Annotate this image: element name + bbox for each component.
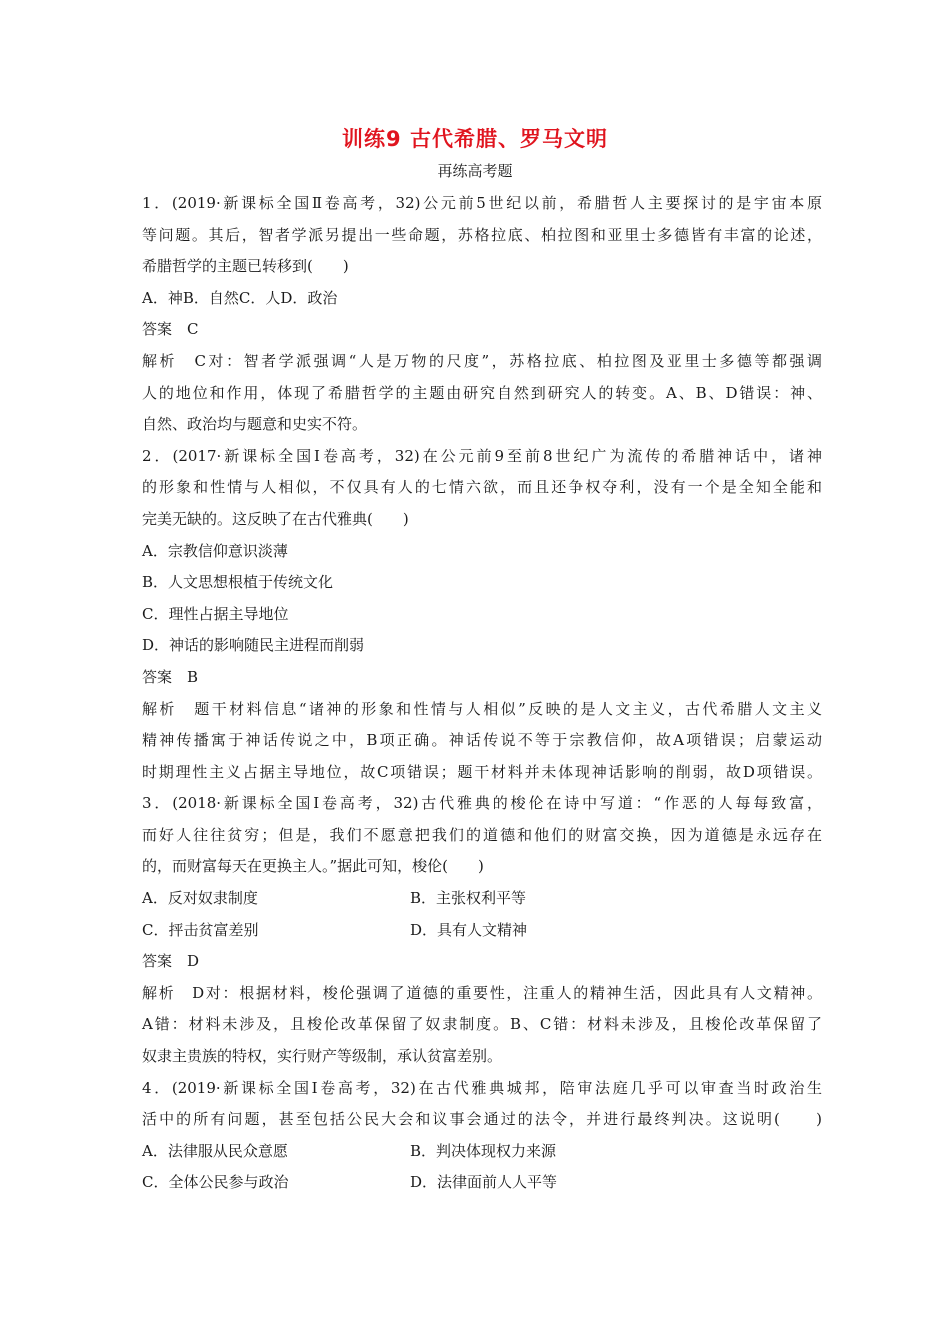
question-stem-line: 2．(2017·新课标全国Ⅰ卷高考，32)在公元前9至前8世纪广为流传的希腊神话中，诸神 [142, 446, 822, 465]
option-a: A．宗教信仰意识淡薄 [142, 541, 288, 560]
option-c: C．全体公民参与政治 [142, 1173, 289, 1192]
question-stem-line: 等问题。其后，智者学派另提出一些命题，苏格拉底、柏拉图和亚里士多德皆有丰富的论述， [142, 225, 822, 244]
option-c: C．抨击贫富差别 [142, 920, 259, 939]
question-analysis-line: A错：材料未涉及，且梭伦改革保留了奴隶制度。B、C错：材料未涉及，且梭伦改革保留了 [142, 1015, 822, 1034]
question-analysis-line: 时期理性主义占据主导地位，故C项错误；题干材料并未体现神话影响的削弱，故D项错误。 [142, 762, 822, 781]
question-1 [142, 188, 822, 441]
section-subtitle: 再练高考题 [437, 162, 513, 180]
question-2 [142, 441, 822, 789]
option-b: B．人文思想根植于传统文化 [142, 573, 334, 592]
option-d: D．具有人文精神 [410, 920, 528, 939]
options-row [142, 1136, 822, 1168]
question-stem-line: 1．(2019·新课标全国Ⅱ卷高考，32)公元前5世纪以前，希腊哲人主要探讨的是宇宙本原 [142, 194, 822, 212]
option-a: A．反对奴隶制度 [142, 889, 258, 908]
question-stem-line: 3．(2018·新课标全国Ⅰ卷高考，32)古代雅典的梭伦在诗中写道：“作恶的人每每致富， [142, 794, 822, 813]
question-analysis-line: 人的地位和作用，体现了希腊哲学的主题由研究自然到研究人的转变。A、B、D错误：神、 [142, 383, 822, 402]
question-stem-line: 4．(2019·新课标全国Ⅰ卷高考，32)在古代雅典城邦，陪审法庭几乎可以审查当时政治生 [142, 1078, 822, 1097]
question-stem-line: 活中的所有问题，甚至包括公民大会和议事会通过的法令，并进行最终判决。这说明( ) [142, 1110, 822, 1129]
question-analysis-line: 解析 D对：根据材料，梭伦强调了道德的重要性，注重人的精神生活，因此具有人文精神。 [142, 983, 822, 1002]
question-analysis-line: 自然、政治均与题意和史实不符。 [142, 415, 368, 434]
page-title: 训练9 古代希腊、罗马文明 [342, 127, 608, 151]
options-row [142, 883, 822, 915]
option-d: D．法律面前人人平等 [410, 1173, 558, 1192]
question-answer: 答案 C [142, 320, 199, 339]
options-row [142, 1167, 822, 1199]
option-a: A．法律服从民众意愿 [142, 1141, 288, 1160]
question-analysis-line: 奴隶主贵族的特权，实行财产等级制，承认贫富差别。 [142, 1047, 503, 1066]
question-stem-line: 而好人往往贫穷；但是，我们不愿意把我们的道德和他们的财富交换，因为道德是永远存在 [142, 825, 822, 844]
option-c: C．理性占据主导地位 [142, 604, 289, 623]
question-list [142, 188, 822, 1199]
question-answer: 答案 D [142, 952, 200, 971]
question-options: A．神B．自然C．人D．政治 [142, 288, 338, 307]
question-stem-line: 完美无缺的。这反映了在古代雅典( ) [142, 509, 409, 528]
question-analysis-line: 解析 C对：智者学派强调“人是万物的尺度”，苏格拉底、柏拉图及亚里士多德等都强调 [142, 351, 822, 370]
question-stem-line: 希腊哲学的主题已转移到( ) [142, 257, 349, 276]
question-4 [142, 1073, 822, 1199]
options-row [142, 915, 822, 947]
question-3 [142, 788, 822, 1072]
option-b: B．主张权利平等 [410, 889, 527, 908]
option-b: B．判决体现权力来源 [410, 1141, 557, 1160]
question-analysis-line: 解析 题干材料信息“诸神的形象和性情与人相似”反映的是人文主义，古代希腊人文主义 [142, 699, 822, 718]
question-stem-line: 的形象和性情与人相似，不仅具有人的七情六欲，而且还争权夺利，没有一个是全知全能和 [142, 478, 822, 497]
question-stem-line: 的，而财富每天在更换主人。”据此可知，梭伦( ) [142, 857, 484, 876]
question-analysis-line: 精神传播寓于神话传说之中，B项正确。神话传说不等于宗教信仰，故A项错误；启蒙运动 [142, 731, 822, 750]
question-answer: 答案 B [142, 667, 199, 686]
option-d: D．神话的影响随民主进程而削弱 [142, 636, 365, 655]
